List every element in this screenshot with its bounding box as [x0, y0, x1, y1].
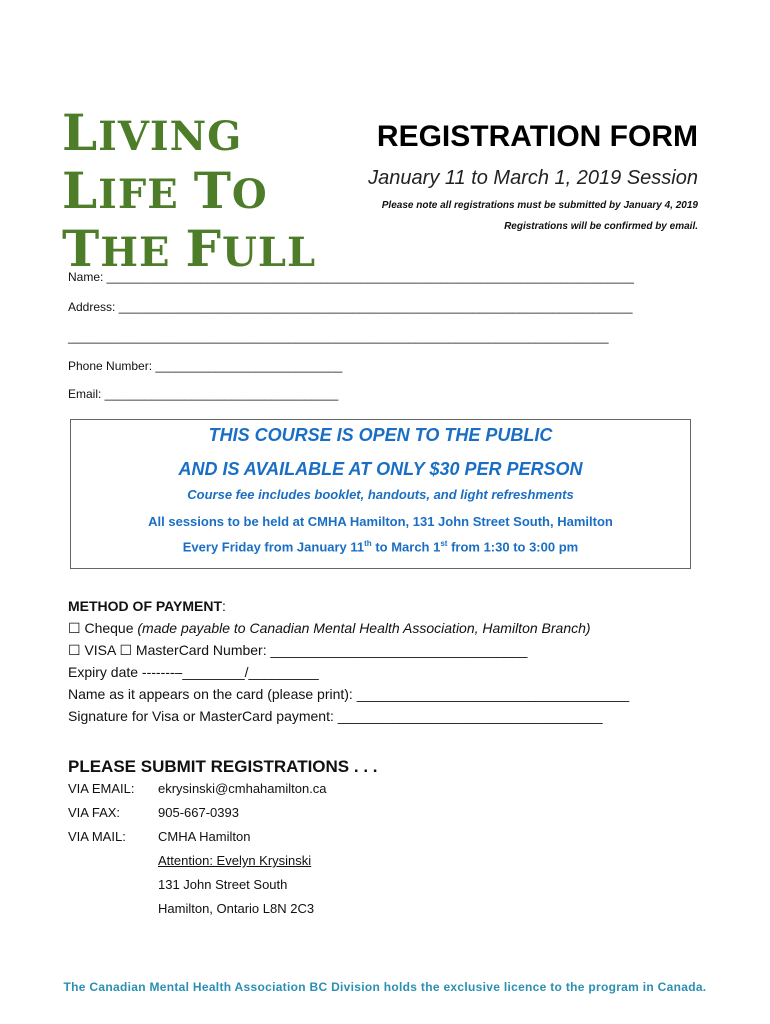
mail-attention: Attention: Evelyn Krysinski	[158, 853, 312, 868]
cheque-option[interactable]: ☐ Cheque (made payable to Canadian Mental Health Association, Hamilton Branch)	[68, 620, 591, 636]
mail-street: 131 John Street South	[158, 877, 288, 892]
open-to-public-text: THIS COURSE IS OPEN TO THE PUBLIC	[208, 425, 553, 445]
licence-footer: The Canadian Mental Health Association BC Division holds the exclusive licence to the program in Canada.	[63, 980, 707, 994]
name-on-card-field[interactable]: Name as it appears on the card (please print): ___________________________________	[68, 686, 630, 702]
payment-heading: METHOD OF PAYMENT:	[68, 598, 226, 614]
card-number-field[interactable]: ☐ VISA ☐ MasterCard Number: _________________________________	[68, 642, 528, 658]
logo-line-2: LIFE TO	[62, 161, 268, 220]
phone-field[interactable]: Phone Number: ____________________________	[68, 359, 343, 373]
course-info-box	[70, 419, 691, 569]
form-title: REGISTRATION FORM	[376, 120, 698, 153]
name-field[interactable]: Name: _______________________________________________________________________________	[68, 270, 634, 284]
fax-label: VIA FAX:	[68, 805, 121, 820]
mail-organization: CMHA Hamilton	[158, 829, 251, 844]
course-fee-text: Course fee includes booklet, handouts, and light refreshments	[187, 487, 574, 502]
address-line-2-field[interactable]: _________________________________________________________________________________	[68, 330, 609, 344]
email-field[interactable]: Email: ___________________________________	[68, 387, 339, 401]
mail-city: Hamilton, Ontario L8N 2C3	[158, 901, 315, 916]
deadline-note: Please note all registrations must be submitted by January 4, 2019	[381, 200, 698, 211]
price-text: AND IS AVAILABLE AT ONLY $30 PER PERSON	[178, 459, 583, 479]
mail-label: VIA MAIL:	[68, 829, 126, 844]
expiry-date-field[interactable]: Expiry date -------–________/_________	[68, 664, 319, 680]
schedule-text: Every Friday from January 11th to March 1st from 1:30 to 3:00 pm	[182, 539, 579, 555]
session-dates: January 11 to March 1, 2019 Session	[368, 167, 698, 189]
logo-line-1: LIVING	[62, 103, 243, 162]
cheque-checkbox[interactable]: ☐	[68, 620, 81, 636]
logo-line-3: THE FULL	[62, 219, 317, 278]
email-label: VIA EMAIL:	[68, 781, 135, 796]
fax-number: 905-667-0393	[158, 805, 239, 820]
submit-heading: PLEASE SUBMIT REGISTRATIONS . . .	[68, 757, 378, 776]
email-address: ekrysinski@cmhahamilton.ca	[158, 781, 327, 796]
address-field[interactable]: Address: _____________________________________________________________________________	[68, 300, 633, 314]
signature-field[interactable]: Signature for Visa or MasterCard payment: __________________________________	[68, 708, 603, 724]
location-text: All sessions to be held at CMHA Hamilton, 131 John Street South, Hamilton	[148, 514, 613, 529]
confirmation-note: Registrations will be confirmed by email.	[504, 221, 698, 232]
